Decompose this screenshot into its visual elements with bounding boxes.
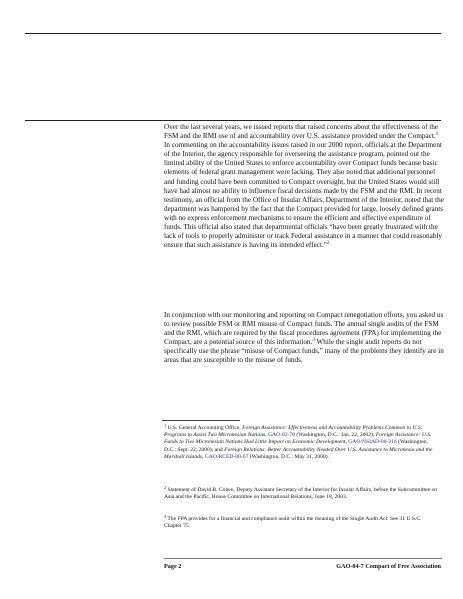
footnote-2-number: 2: [164, 485, 167, 490]
footnote-1-text: ,: [265, 432, 268, 439]
footnote-1-title-1: Foreign Assistance: Effectiveness and Accountability Problems Common in U.S. Programs to Assist Two Micronesian Nations: [164, 425, 423, 439]
footnote-ref-3: 3: [312, 338, 315, 344]
report-link-gao-02-70[interactable]: GAO-02-70: [267, 432, 296, 439]
top-rule: [25, 33, 441, 34]
footnote-1-title-2: Foreign Assistance: U.S. Funds to Two Micronesian Nations Had Little Impact on Economic Development: [164, 432, 432, 446]
footnote-1-text: (Washington, D.C.: Sept. 22, 2000); and: [164, 439, 428, 453]
footnote-ref-2: 2: [326, 241, 330, 247]
footnote-3-number: 3: [164, 514, 167, 519]
footnote-1-text: ,: [202, 453, 205, 460]
footnote-1-text: ,: [345, 439, 349, 446]
report-title-footer: GAO-04-7 Compact of Free Association: [336, 563, 441, 570]
footnote-2: [164, 487, 440, 501]
footnote-1-number: 1: [164, 423, 167, 428]
footnote-ref-1: 1: [435, 132, 439, 138]
para2-text-b: While the single audit reports do not specifically use the phrase “misuse of Compact funds,” many of the problems they identify are in areas that are susceptible to the misuse of funds.: [164, 338, 444, 365]
para1-text-a: Over the last several years, we issued reports that raised concerns about the effectiveness of the FSM and the RMI use of and accountability over U.S. assistance provided under the Compact.: [164, 123, 439, 141]
body-paragraph-2: [164, 311, 444, 366]
para1-text-b: In commenting on the accountability issues raised in our 2000 report, officials at the Department of the Interior, the agency responsible for overseeing the assistance program, pointed out the limited ability of the United States to enforce accountability over Compact funds because basic elements of federal grant management were lacking. They also noted that additional personnel and funding could have been committed to Compact oversight, but the United States would still have had almost no ability to influence fiscal decisions made by the FSM and the RMI. In recent testimony, an official from the Office of Insular Affairs, Department of the Interior, noted that the department was hampered by the fact that the Compact provided for large, loosely defined grants with no express enforcement mechanisms to ensure the efficient and effective expenditure of funds. This official also stated that departmental officials “have been greatly frustrated with the lack of tools to properly administer or track Federal assistance in a manner that could reasonably ensure that such assistance is having its intended effect.”: [164, 141, 444, 250]
footnote-1-text: (Washington, D.C.: Jan. 22, 2002);: [295, 432, 376, 439]
footnote-3: [164, 516, 440, 530]
footnote-1-title-3: Foreign Relations: Better Accountability Needed Over U.S. Assistance to Micronesia and the Marshall Islands: [164, 446, 433, 460]
section-rule: [25, 120, 441, 121]
report-link-gao-rced-00-67[interactable]: GAO/RCED-00-67: [204, 453, 249, 460]
footnote-separator: [162, 420, 240, 421]
page-number: Page 2: [164, 563, 182, 570]
footnote-1-text: (Washington, D.C.: May 31, 2000).: [248, 453, 330, 460]
footnote-1: [164, 425, 440, 461]
footer-rule: [164, 558, 442, 559]
report-link-gao-nsiad-00-216[interactable]: GAO/NSIAD-00-216: [348, 439, 397, 446]
body-paragraph-1: [164, 123, 444, 250]
footnote-2-text: Statement of David B. Cohen, Deputy Assistant Secretary of the Interior for Insular Affairs, before the Subcommittee on Asia and the Pacific, House Committee on International Relations, June 18, 2003.: [164, 487, 438, 501]
footnote-1-text: U.S. General Accounting Office,: [166, 425, 243, 431]
para2-text-a: In conjunction with our monitoring and reporting on Compact renegotiation efforts, you asked us to review possible FSM or RMI misuse of Compact funds. The annual single audits of the FSM and the RMI, which are required by the fiscal procedures agreement (FPA) for implementing the Compact, are a potential source of this information.: [164, 311, 444, 347]
footnote-3-text: The FPA provides for a financial and compliance audit within the meaning of the Single Audit Act. See 31 U.S.C. Chapter 75.: [164, 516, 422, 530]
